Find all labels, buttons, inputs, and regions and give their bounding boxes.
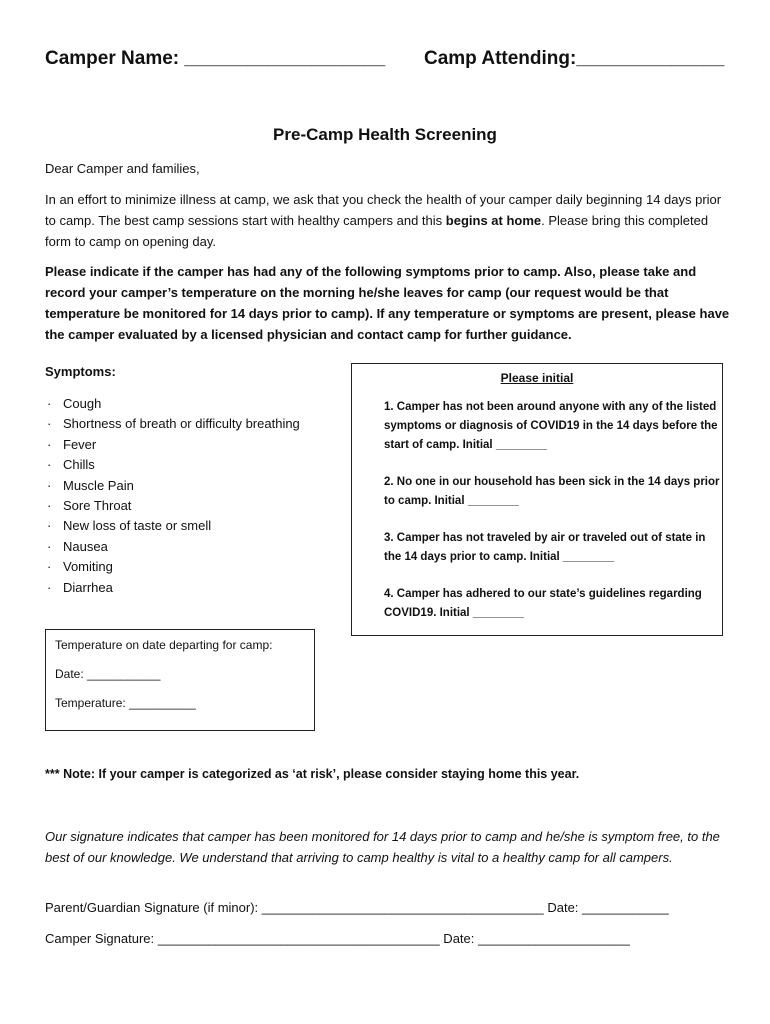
symptom-item [47,435,300,455]
bullet-icon: · [47,396,52,411]
symptom-item [47,578,300,598]
symptoms-heading: Symptoms: [45,364,116,379]
symptom-label: Muscle Pain [63,477,134,493]
symptom-label: Nausea [63,538,108,554]
date-field[interactable]: Date: ___________ [55,667,161,681]
symptom-label: New loss of taste or smell [63,518,212,534]
symptom-item [47,394,300,414]
at-risk-note: *** Note: If your camper is categorized as ‘at risk’, please consider staying home this year. [45,767,580,781]
bullet-icon: · [47,579,52,595]
parent-signature-line[interactable]: Parent/Guardian Signature (if minor): _______________________________________ Date: ____________ [45,900,669,915]
initial-item-3[interactable]: 3. Camper has not traveled by air or traveled out of state in the 14 days prior to camp. Initial ________ [384,532,706,563]
symptom-item [47,455,300,475]
bullet-icon: · [47,477,52,493]
symptom-label: Vomiting [63,559,113,575]
temperature-box [45,629,315,731]
temperature-box-heading: Temperature on date departing for camp: [55,638,273,652]
symptom-item [47,537,300,557]
initial-item-1[interactable]: 1. Camper has not been around anyone with any of the listed symptoms or diagnosis of COVID19 in the 14 days before the start of camp. Initial ________ [384,401,718,451]
initial-item-4[interactable]: 4. Camper has adhered to our state’s guidelines regarding COVID19. Initial ________ [384,588,702,619]
bullet-icon: · [47,436,52,452]
camper-name-field[interactable]: Camper Name: ___________________ [45,48,386,69]
bullet-icon: · [47,497,52,513]
bullet-icon: · [47,416,52,432]
symptom-item [47,516,300,536]
symptom-item [47,557,300,577]
symptom-item [47,496,300,516]
symptoms-list [47,394,300,598]
intro-text-1: In an effort to minimize illness at camp, we ask that you check the health of your camper daily beginning 14 days prior to camp. The best camp sessions start with healthy campers and this [45,192,722,228]
initial-item-2[interactable]: 2. No one in our household has been sick in the 14 days prior to camp. Initial ________ [384,476,720,507]
symptom-label: Chills [63,457,95,473]
signature-statement: Our signature indicates that camper has been monitored for 14 days prior to camp and he/she is symptom free, to the best of our knowledge. We understand that arriving to camp healthy is vital to a healthy camp for all campers. [45,829,720,865]
greeting: Dear Camper and families, [45,161,200,176]
intro-text-2: . Please bring this completed form to camp on opening day. [45,213,709,249]
symptom-item [47,414,300,434]
page-title: Pre-Camp Health Screening [273,125,497,144]
instructions-paragraph: Please indicate if the camper has had any of the following symptoms prior to camp. Also, please take and record your camper’s temperature on the morning he/she leaves for camp (our request would be that temperature be monitored for 14 days prior to camp). If any temperature or symptoms are present, please have the camper evaluated by a licensed physician and contact camp for further guidance. [45,264,730,342]
symptom-label: Cough [63,396,102,411]
camper-signature-line[interactable]: Camper Signature: _______________________________________ Date: _____________________ [45,931,630,946]
bullet-icon: · [47,538,52,554]
intro-paragraph [45,189,735,252]
symptom-label: Sore Throat [63,497,132,513]
camp-attending-field[interactable]: Camp Attending:______________ [424,48,725,69]
bullet-icon: · [47,518,52,534]
bullet-icon: · [47,559,52,575]
temperature-field[interactable]: Temperature: __________ [55,696,196,710]
symptom-label: Shortness of breath or difficulty breathing [63,416,300,432]
intro-text-bold: begins at home [445,213,542,228]
symptom-item [47,476,300,496]
initial-box-heading: Please initial [500,371,574,385]
bullet-icon: · [47,457,52,473]
initial-box [351,363,723,636]
symptom-label: Diarrhea [63,579,113,595]
symptom-label: Fever [63,436,97,452]
